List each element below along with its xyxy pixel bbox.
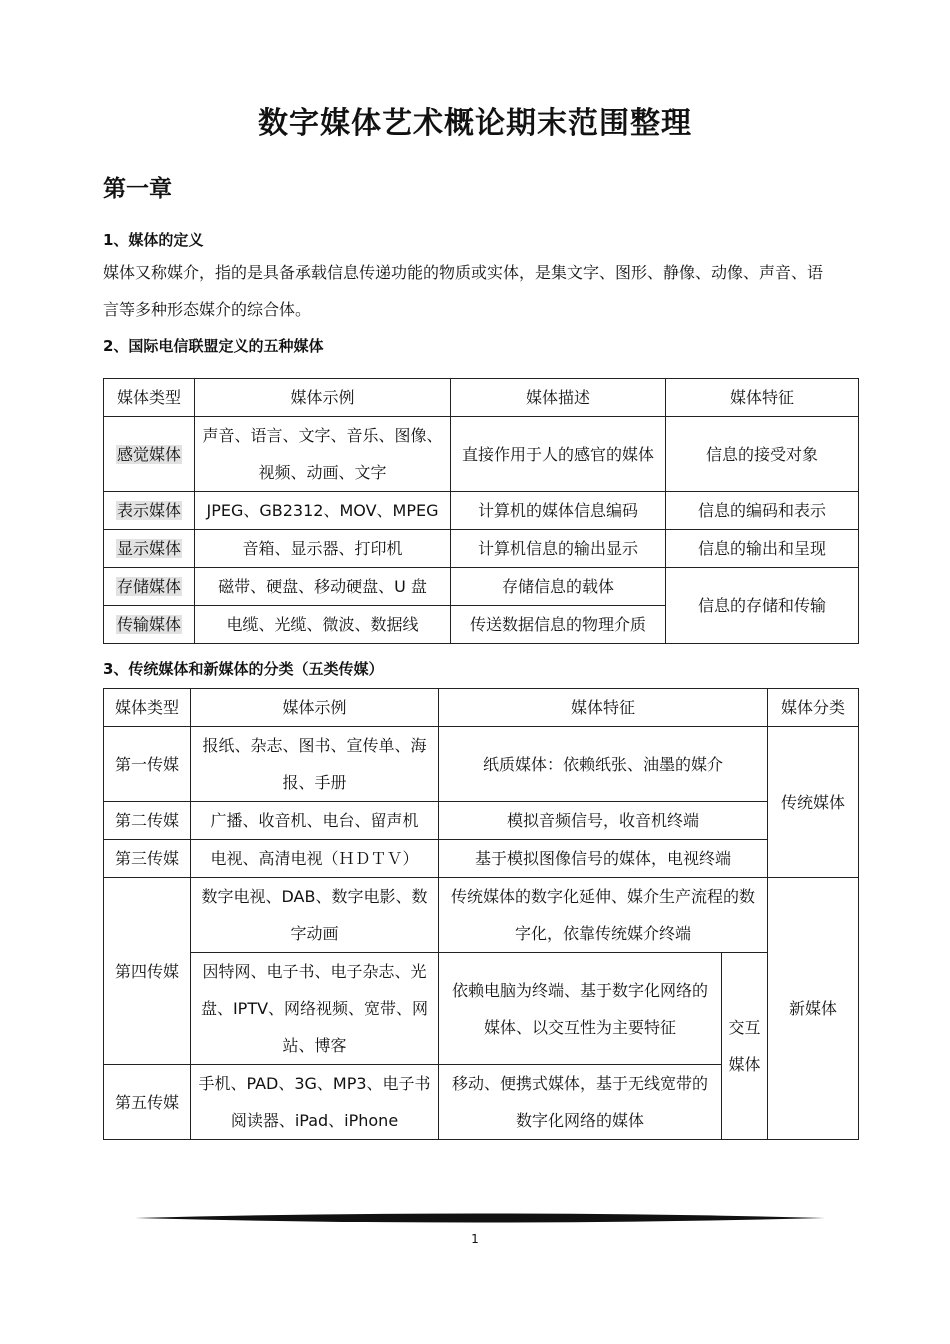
- type-cell: [104, 492, 195, 530]
- paragraph-line: 媒体又称媒介，指的是具备承载信息传递功能的物质或实体，是集文字、图形、静像、动像、声音、语: [103, 263, 824, 282]
- column-header: 媒体特征: [666, 379, 859, 417]
- table-row: [104, 802, 859, 840]
- column-header: 媒体分类: [768, 689, 859, 727]
- footer-divider: [135, 1211, 825, 1225]
- example-cell: 数字电视、DAB、数字电影、数字动画: [191, 878, 439, 953]
- feature-cell: 基于模拟图像信号的媒体，电视终端: [439, 840, 768, 878]
- table-row: [104, 568, 859, 606]
- example-cell: 音箱、显示器、打印机: [195, 530, 451, 568]
- type-cell: 第二传媒: [104, 802, 191, 840]
- feature-cell: 信息的输出和呈现: [666, 530, 859, 568]
- type-label: 传输媒体: [116, 615, 181, 634]
- section-1-paragraph: [103, 254, 859, 328]
- table-row: [104, 492, 859, 530]
- description-cell: 计算机的媒体信息编码: [451, 492, 666, 530]
- feature-cell: 传统媒体的数字化延伸、媒介生产流程的数字化，依靠传统媒介终端: [439, 878, 768, 953]
- type-cell: 第三传媒: [104, 840, 191, 878]
- media-types-table: [103, 378, 859, 644]
- table-row: [104, 840, 859, 878]
- table-header-row: [104, 379, 859, 417]
- feature-cell: 信息的接受对象: [666, 417, 859, 492]
- column-header: 媒体特征: [439, 689, 768, 727]
- table-row: [104, 953, 859, 1065]
- type-cell: 第一传媒: [104, 727, 191, 802]
- feature-cell: 纸质媒体：依赖纸张、油墨的媒介: [439, 727, 768, 802]
- description-cell: 计算机信息的输出显示: [451, 530, 666, 568]
- table-row: [104, 727, 859, 802]
- type-cell: [104, 417, 195, 492]
- type-label: 显示媒体: [116, 539, 181, 558]
- type-label: 表示媒体: [116, 501, 181, 520]
- table-row: [104, 417, 859, 492]
- type-label: 感觉媒体: [116, 444, 181, 464]
- classification-cell: 新媒体: [768, 878, 859, 1140]
- feature-cell: 模拟音频信号，收音机终端: [439, 802, 768, 840]
- column-header: 媒体类型: [104, 689, 191, 727]
- interactive-media-cell: 交互媒体: [722, 953, 768, 1140]
- example-cell: 声音、语言、文字、音乐、图像、视频、动画、文字: [195, 417, 451, 492]
- column-header: 媒体描述: [451, 379, 666, 417]
- description-cell: 直接作用于人的感官的媒体: [451, 417, 666, 492]
- example-cell: 磁带、硬盘、移动硬盘、U 盘: [195, 568, 451, 606]
- type-cell: [104, 568, 195, 606]
- table-header-row: [104, 689, 859, 727]
- example-cell: 电缆、光缆、微波、数据线: [195, 606, 451, 644]
- page-number: 1: [471, 1232, 479, 1246]
- type-cell: [104, 606, 195, 644]
- type-cell: 第五传媒: [104, 1065, 191, 1140]
- example-cell: 报纸、杂志、图书、宣传单、海报、手册: [191, 727, 439, 802]
- feature-cell: 信息的存储和传输: [666, 568, 859, 644]
- example-cell: 电视、高清电视（ＨＤＴＶ）: [191, 840, 439, 878]
- feature-cell: 依赖电脑为终端、基于数字化网络的媒体、以交互性为主要特征: [439, 953, 722, 1065]
- document-title: 数字媒体艺术概论期末范围整理: [258, 106, 692, 141]
- section-1-heading: 1、媒体的定义: [103, 231, 204, 249]
- table-row: [104, 530, 859, 568]
- section-2-heading: 2、国际电信联盟定义的五种媒体: [103, 337, 324, 355]
- example-cell: 广播、收音机、电台、留声机: [191, 802, 439, 840]
- column-header: 媒体示例: [191, 689, 439, 727]
- classification-cell: 传统媒体: [768, 727, 859, 878]
- type-cell: [104, 530, 195, 568]
- example-cell: 因特网、电子书、电子杂志、光盘、IPTV、网络视频、宽带、网站、博客: [191, 953, 439, 1065]
- chapter-heading: 第一章: [103, 176, 172, 202]
- feature-cell: 信息的编码和表示: [666, 492, 859, 530]
- description-cell: 传送数据信息的物理介质: [451, 606, 666, 644]
- example-cell: JPEG、GB2312、MOV、MPEG: [195, 492, 451, 530]
- section-3-heading: 3、传统媒体和新媒体的分类（五类传媒）: [103, 660, 384, 678]
- feature-cell: 移动、便携式媒体，基于无线宽带的数字化网络的媒体: [439, 1065, 722, 1140]
- column-header: 媒体类型: [104, 379, 195, 417]
- type-label: 存储媒体: [116, 577, 181, 596]
- description-cell: 存储信息的载体: [451, 568, 666, 606]
- paragraph-line: 言等多种形态媒介的综合体。: [103, 300, 312, 319]
- media-classification-table: [103, 688, 859, 1140]
- column-header: 媒体示例: [195, 379, 451, 417]
- example-cell: 手机、PAD、3G、MP3、电子书阅读器、iPad、iPhone: [191, 1065, 439, 1140]
- type-cell: 第四传媒: [104, 878, 191, 1065]
- table-row: [104, 878, 859, 953]
